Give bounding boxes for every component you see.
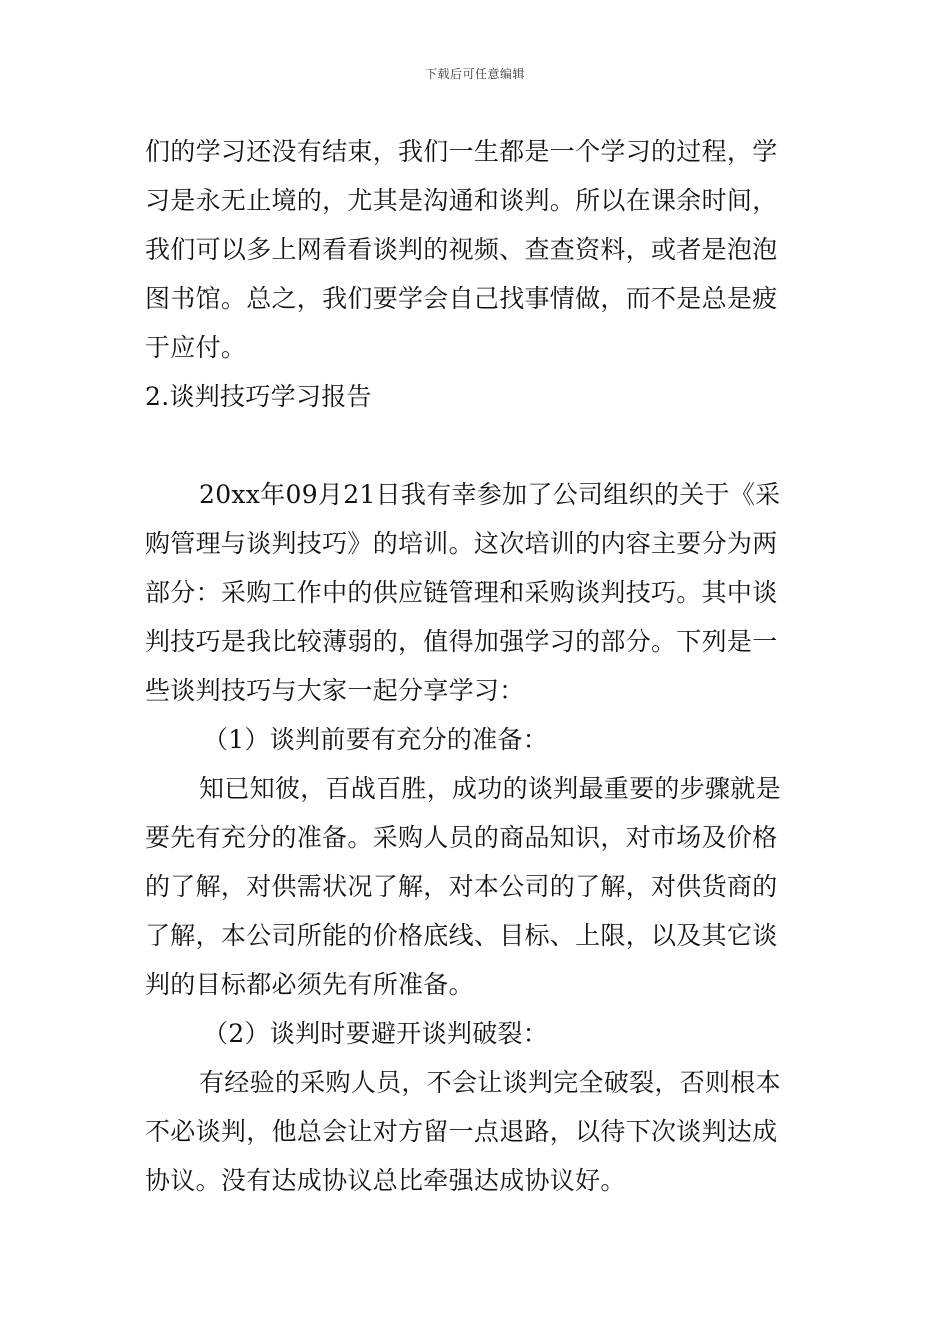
item-2-heading: （2）谈判时要避开谈判破裂： xyxy=(203,1019,549,1048)
text-line: 部分：采购工作中的供应链管理和采购谈判技巧。其中谈 xyxy=(145,578,778,607)
text-line: 我们可以多上网看看谈判的视频、查查资料，或者是泡泡 xyxy=(145,235,778,264)
blank-line xyxy=(145,421,807,470)
item-1-heading: （1）谈判前要有充分的准备： xyxy=(203,725,549,754)
text-line: 了解，本公司所能的价格底线、目标、上限，以及其它谈 xyxy=(145,921,778,950)
text-line: 图书馆。总之，我们要学会自己找事情做，而不是总是疲 xyxy=(145,284,778,313)
document-body xyxy=(145,127,807,1205)
text-line: 判的目标都必须先有所准备。 xyxy=(145,970,474,999)
text-line: 要先有充分的准备。采购人员的商品知识，对市场及价格 xyxy=(145,823,778,852)
section-title: 2.谈判技巧学习报告 xyxy=(145,382,372,411)
text-line: 协议。没有达成协议总比牵强达成协议好。 xyxy=(145,1166,626,1195)
item-1-paragraph xyxy=(145,764,807,1009)
paragraph-continued xyxy=(145,127,807,372)
text-line: 习是永无止境的，尤其是沟通和谈判。所以在课余时间， xyxy=(145,186,778,215)
text-line: 于应付。 xyxy=(145,333,247,362)
text-line: 购管理与谈判技巧》的培训。这次培训的内容主要分为两 xyxy=(145,529,778,558)
text-line: 的了解，对供需状况了解，对本公司的了解，对供货商的 xyxy=(145,872,778,901)
text-line: 些谈判技巧与大家一起分享学习： xyxy=(145,676,525,705)
text-line: 20xx年09月21日我有幸参加了公司组织的关于《采 xyxy=(199,480,781,509)
item-2-paragraph xyxy=(145,1058,807,1205)
text-line: 判技巧是我比较薄弱的，值得加强学习的部分。下列是一 xyxy=(145,627,778,656)
text-line: 知已知彼，百战百胜，成功的谈判最重要的步骤就是 xyxy=(199,774,781,803)
text-line: 有经验的采购人员，不会让谈判完全破裂，否则根本 xyxy=(199,1068,781,1097)
text-line: 不必谈判，他总会让对方留一点退路，以待下次谈判达成 xyxy=(145,1117,778,1146)
header-note: 下载后可任意编辑 xyxy=(424,67,525,81)
text-line: 们的学习还没有结束，我们一生都是一个学习的过程，学 xyxy=(145,137,778,166)
intro-paragraph xyxy=(145,470,807,715)
